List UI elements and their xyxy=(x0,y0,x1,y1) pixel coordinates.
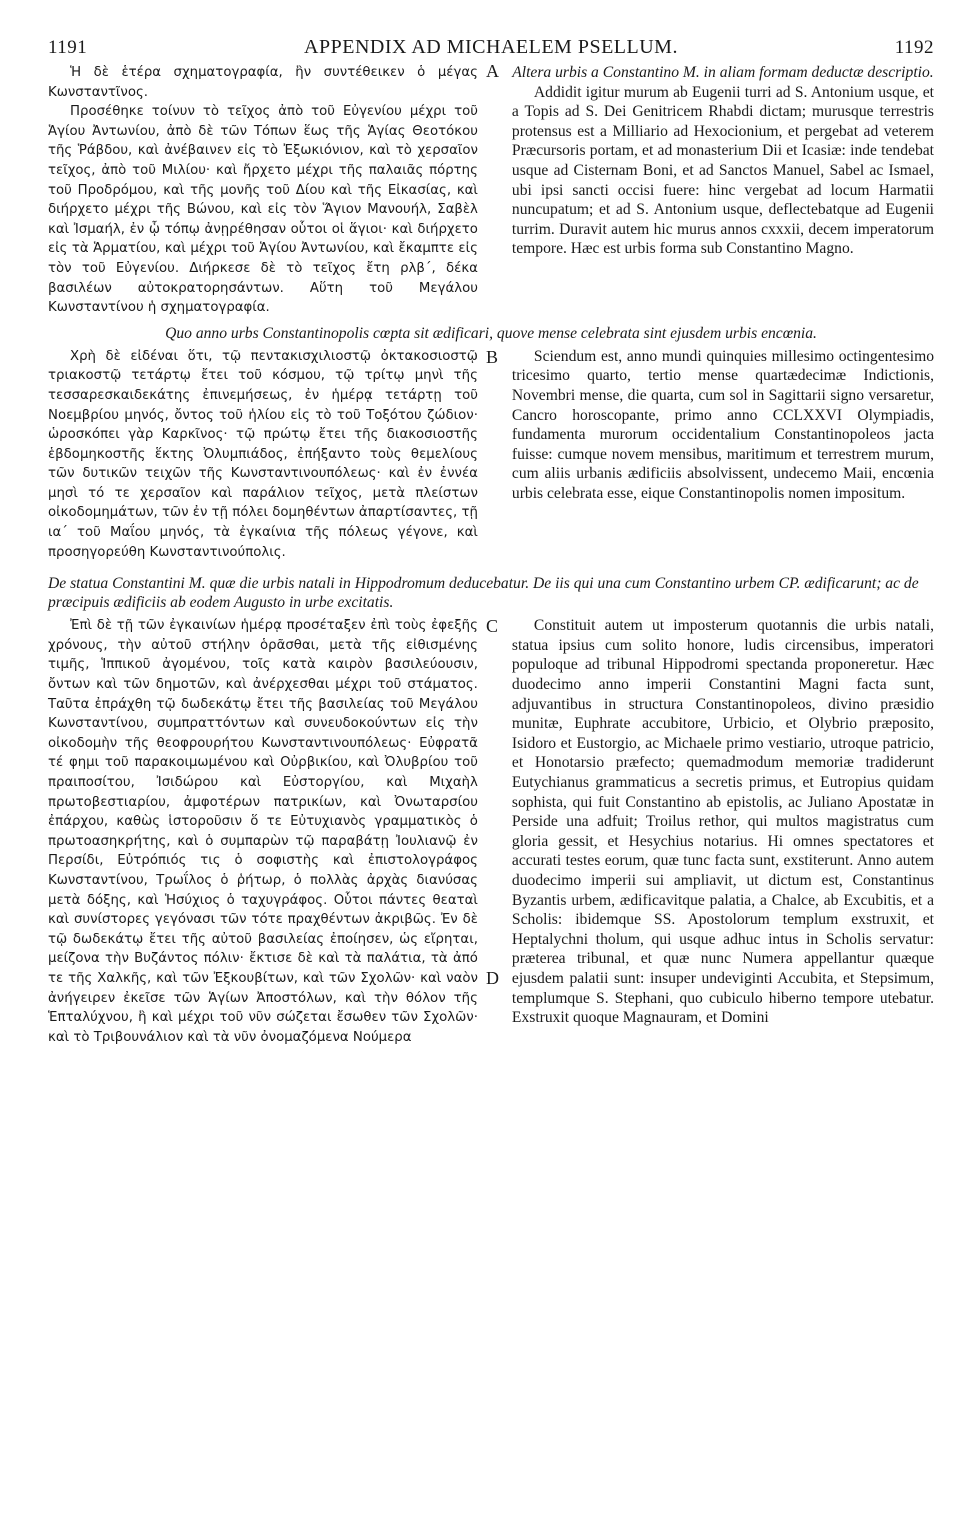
page-number-right: 1192 xyxy=(894,37,934,58)
section-marker-b: B xyxy=(486,346,499,367)
section-b-latin-body: Sciendum est, anno mundi quinquies millesimo octingentesimo tricesimo quarto, tertio mense quartædecimæ Indictionis, Novembri mense, die quarta, cum sol in Sagittarii signo versaretur, Cancro horoscopante, primo anno CCLXXVI Olympiadis, fundamenta murorum occidentalium Constantinopoleos jacta fuisse: cumque novem mensibus, maritimum et terrestrem murum, cum aliis urbanis ædificiis absolvissent, undecemo Maii, encœnia urbis celebrata esse, eique Constantinopolis nomen impositum. xyxy=(511,347,934,502)
section-b-title: Quo anno urbs Constantinopolis cœpta sit ædificari, quove mense celebrata sint ejusdem urbis encœnia. xyxy=(165,324,817,342)
running-header xyxy=(48,36,934,59)
section-marker-c: C xyxy=(486,616,499,637)
section-a-greek-body: Προσέθηκε τοίνυν τὸ τεῖχος ἀπὸ τοῦ Εὐγενίου μέχρι τοῦ Ἁγίου Ἀντωνίου, ἀπὸ δὲ τῶν Τόπων ἕως τῆς Ἁγίας Θεοτόκου τῆς Ῥάβδου, καὶ ἀνέβαινεν εἰς τὸ Ἐξωκιόνιον, καὶ τὸ χερσαῖον τεῖχος, ἀπὸ τοῦ Μιλίου· καὶ ἤρχετο μέχρι τῆς παλαιᾶς πόρτης τοῦ Προδρόμου, καὶ τῆς μονῆς τοῦ Δίου καὶ τῆς Εἰκασίας, καὶ διήρχετο μέχρι τῆς Βώνου, καὶ εἰς τὸν Ἅγιον Μανουήλ, Σαβὲλ καὶ Ἰσμαήλ, ἐν ᾧ τόπῳ ἀνῃρέθησαν οὗτοι οἱ ἅγιοι· καὶ διήρχετο εἰς τὰ Ἁρματίου, καὶ μέχρι τοῦ Ἁγίου Ἀντωνίου, καὶ ἔκαμπτε εἰς τὸν τοῦ Εὐγενίου. Διήρκεσε δὲ τὸ τεῖχος ἔτη ρλβ΄, δέκα βασιλέων αὐτοκρατορησάντων. Αὕτη τοῦ Μεγάλου Κωνσταντίνου ἡ σχηματογραφία. xyxy=(48,104,478,316)
section-c-greek-body: Ἐπὶ δὲ τῇ τῶν ἐγκαινίων ἡμέρᾳ προσέταξεν ἐπὶ τοὺς ἐφεξῆς χρόνους, τὴν αὐτοῦ στήλην ὁρᾶσθαι, μετὰ τῆς εἰθισμένης τιμῆς, Ἱππικοῦ ἀγομένου, τοῖς κατὰ καιρὸν βασιλεύουσιν, ὄντων καὶ τῶν δημοτῶν, καὶ ἀνέρχεσθαι μέχρι τοῦ στάματος. Ταῦτα ἐπράχθη τῷ δωδεκάτῳ ἔτει τῆς βασιλείας τοῦ Μεγάλου Κωνσταντίνου, συμπραττόντων καὶ συνευδοκούντων εἰς τὴν οἰκοδομὴν τῆς θεοφρουρήτου Κωνσταντινουπόλεως· Εὐφρατᾶ τέ φημι τοῦ παρακοιμωμένου καὶ Οὐρβικίου, καὶ Ὀλυβρίου τοῦ πραιποσίτου, Ἰσιδώρου καὶ Εὐστοργίου, καὶ Μιχαὴλ πρωτοβεστιαρίου, ἀμφοτέρων πατρικίων, καὶ Ὀνωταρσίου ἐπάρχου, καθὼς ἱστοροῦσιν ὅ τε Εὐτυχιανὸς γραμματικὸς ὁ πρωτοασηκρήτης, καὶ ὁ συμπαρὼν τῷ παραβάτῃ Ἰουλιανῷ ἐν Περσίδι, Εὐτρόπιός τις ὁ σοφιστὴς καὶ ἐπιστολογράφος Κωνσταντίνου, Τρωΐλος ὁ ῥήτωρ, ὁ πολλὰς ἀρχὰς διανύσας μετὰ δόξης, καὶ Ἡσύχιος ὁ ταχυγράφος. Οὗτοι πάντες θεαταὶ καὶ συνίστορες γεγόνασι τῶν τότε πραχθέντων ἀκριβῶς. Ἐν δὲ τῷ δωδεκάτῳ ἔτει τῆς αὐτοῦ βασιλείας ἐποίησεν, ὡς εἴρηται, μείζονα τὴν Βυζάντος πόλιν· ἔκτισε δὲ καὶ τὰ παλάτια, τὰ ἀπό τε τῆς Χαλκῆς, καὶ τῶν Ἐξκουβίτων, καὶ τῶν Σχολῶν· καὶ ναὸν ἀνήγειρεν ἐκεῖσε τῶν Ἁγίων Ἀποστόλων, καὶ τὴν θόλον τῆς Ἑπταλύχνου, ἣ καὶ μέχρι τοῦ νῦν σώζεται ἔσωθεν τῶν Σχολῶν· καὶ τὸ Τριβουνάλιον καὶ τὰ νῦν ὀνομαζόμενα Νούμερα xyxy=(48,618,478,1045)
section-a-greek-column xyxy=(48,63,496,318)
section-a-latin-body: Addidit igitur murum ab Eugenii turri ad S. Antonium usque, et a Topis ad S. Dei Genitricem Rhabdi dictam; murusque terrestris protensus est a Milliario ad Hexocionium, et pergebat ad veterem Præcursoris portam, et ad monasterium Dii et Icasiæ: inde tendebat usque ad Cisternam Boni, et ad Sanctos Manuel, Sabel ac Ismael, ubi ipsi sancti occisi fuere: hinc vergebat ad locum Harmatii nuncupatum; et ad S. Antonium usque, deflectebatque ad Eugenii turrim. Duravit autem hic murus annos cxxxii, decem imperatorum tempore. Hæc est urbis forma sub Constantino Magno. xyxy=(511,83,934,258)
section-marker-d: D xyxy=(486,968,499,989)
section-a-latin-column xyxy=(496,63,934,318)
section-a-latin-title: Altera urbis a Constantino M. in aliam formam deductæ descriptio. xyxy=(512,64,934,81)
section-b-greek-column xyxy=(48,346,499,563)
section-a-greek-title: Ἡ δὲ ἑτέρα σχηματογραφία, ἣν συντέθεικεν ὁ μέγας Κωνσταντῖνος. xyxy=(48,65,478,100)
section-a xyxy=(48,63,934,318)
section-b-latin-column xyxy=(496,347,934,563)
section-marker-a: A xyxy=(486,61,499,81)
section-c-latin-body: Constituit autem ut imposterum quotannis die urbis natali, statua ipsius cum solito honore, ludis circensibus, imperatori populoque ad tribunal Hippodromi spectanda proponeretur. Hæc duodecimo anno imperii Constantini Magni facta sunt, adjuvantibus in structura Constantinopoleos, divino præsidio munitæ, Euphrate accubitore, Urbicio, et Olybrio præposito, Isidoro et Eustorgio, ac Michaele primo vestiario, utroque patricio, et Honotarsio præfecto; quemadmodum memoriæ tradiderunt Eutychianus grammaticus a secretis primus, et Eutropius quidam sophista, qui fuit Constantino ab epistolis, ac Juliano Apostatæ in Perside una adfuit; Troilus rethor, qui multos magistratus cum gloria gessit, et Hesychius notarius. Hi omnes spectatores et accurati testes eorum, quæ tunc facta sunt, exstiterunt. Anno autem duodecimo imperii sui ampliavit, ut dictum est, Constantinus Byzantis urbem, ædificavitque palatia, a Chalce, ab Excubitis, et a Scholis: ibidemque SS. Apostolorum templum exstruxit, et Heptalychni tholum, qui usque adhuc intus in Scholis servatur: præterea tribunal, et quæ nunc Numera appellantur quæque ejusdem palatii sunt: insuper undeviginti Accubita, et Stepsimum, templumque S. Stephani, quo cubiculo hiberno tempore utebatur. Exstruxit quoque Magnauram, et Domini xyxy=(511,617,934,1027)
section-c-latin-column xyxy=(496,616,934,1047)
page-number-left: 1191 xyxy=(48,37,88,58)
section-c-title: De statua Constantini M. quæ die urbis natali in Hippodromum deducebatur. De iis qui una cum Constantino urbem CP. ædificarunt; ac de præcipuis ædificiis ab eodem Augusto in urbe excitatis. xyxy=(48,575,919,612)
section-b xyxy=(48,347,934,563)
section-c xyxy=(48,616,934,1047)
section-b-greek-body: Χρὴ δὲ εἰδέναι ὅτι, τῷ πεντακισχιλιοστῷ ὀκτακοσιοστῷ τριακοστῷ τετάρτῳ ἔτει τοῦ κόσμου, τῷ τρίτῳ μηνὶ τῆς τεσσαρεσκαιδεκάτης ἐπινεμήσεως, ἐν ἡμέρᾳ τετάρτῃ τοῦ Νοεμβρίου μηνός, ὄντος τοῦ ἡλίου εἰς τὸ τοῦ Τοξότου ζώδιον· ὡροσκόπει γὰρ Καρκῖνος· τῷ πρώτῳ ἔτει τῆς διακοσιοστῆς ἑβδομηκοστῆς ἕκτης Ὀλυμπιάδος, ἐπήξαντο τοὺς θεμελίους τῶν δυτικῶν τειχῶν τῆς Κωνσταντινουπόλεως· καὶ ἐν ἐννέα μησὶ τό τε χερσαῖον καὶ παράλιον τεῖχος, μετὰ πλείστων οἰκοδομημάτων, τῶν ἐν τῇ πόλει δομηθέντων ἀπαρτίσαντες, τῇ ια΄ τοῦ Μαΐου μηνός, τὰ ἐγκαίνια τῆς πόλεως γέγονε, καὶ προσηγορεύθη Κωνσταντινούπολις. xyxy=(48,348,478,560)
section-c-greek-column xyxy=(48,616,499,1047)
running-title: APPENDIX AD MICHAELEM PSELLUM. xyxy=(304,36,678,58)
